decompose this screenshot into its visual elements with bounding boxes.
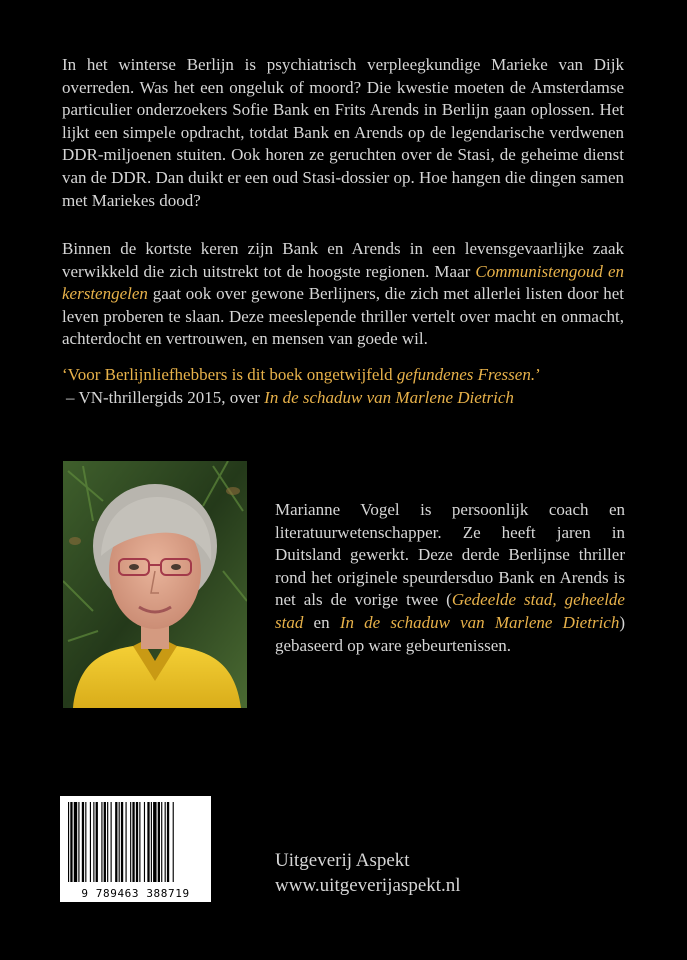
- blurb-paragraph-1: [62, 54, 624, 212]
- barcode-bar: [78, 802, 79, 882]
- barcode-bar: [173, 802, 174, 882]
- blurb-paragraph-1-text: In het winterse Berlijn is psychiatrisch verpleegkundige Marieke van Dijk overreden. Was het een ongeluk of moord? Die kwestie moeten de Amsterdamse particulier onderzoekers Sofie Bank en Frits Arends in Berlijn gaan oplossen. Het lijkt een simpele opdracht, totdat Bank en Arends op de legendarische verdwenen DDR-miljoenen stuiten. Ook horen ze geruchten over de Stasi, de geheime dienst van de DDR. Dan duikt er een oud Stasi-dossier op. Hoe hangen die dingen samen met Mariekes dood?: [62, 55, 624, 210]
- author-bio-text-a: Marianne Vogel is persoonlijk coach en literatuurwetenschapper. Ze heeft jaren in Duitsland gewerkt. Deze derde Berlijnse thriller rond het originele speurdersduo Bank en Arends is net als de vorige twee (: [275, 500, 625, 610]
- barcode-bar: [70, 802, 72, 882]
- barcode-bar: [132, 802, 134, 882]
- barcode-bar: [101, 802, 102, 882]
- blurb-paragraph-2-text-b: gaat ook over gewone Berlijners, die zich met allerlei listen door het leven proberen te slaan. Deze meeslepende thriller vertelt over macht en onmacht, achterdocht en vertrouwen, en mensen van goede wil.: [62, 284, 624, 349]
- barcode-bar: [82, 802, 84, 882]
- review-source-prefix: – VN-thrillergids 2015, over: [66, 387, 265, 407]
- author-bio-title-1: Gedeelde stad, geheelde stad: [275, 590, 625, 632]
- barcode-bar: [115, 802, 117, 882]
- barcode-bar: [68, 802, 69, 882]
- barcode-bar: [165, 802, 166, 882]
- publisher-info: [275, 848, 461, 898]
- author-photo: [63, 461, 247, 708]
- author-bio: [275, 499, 625, 657]
- barcode-bar: [104, 802, 106, 882]
- barcode-bar: [107, 802, 108, 882]
- isbn-barcode-digits: 9 789463 388719: [81, 887, 190, 900]
- publisher-name: Uitgeverij Aspekt: [275, 850, 410, 871]
- barcode-bar: [144, 802, 145, 882]
- review-quote-line: [62, 364, 632, 387]
- isbn-barcode: [60, 796, 211, 902]
- barcode-bar: [90, 802, 91, 882]
- review-quote-text: ‘Voor Berlijnliefhebbers is dit boek ongetwijfeld: [62, 365, 397, 384]
- barcode-bar: [153, 802, 156, 882]
- barcode-bar: [139, 802, 140, 882]
- author-bio-text-c: ) gebaseerd op ware gebeurtenissen.: [275, 612, 626, 655]
- barcode-bar: [85, 802, 86, 882]
- barcode-bar: [74, 802, 77, 882]
- review-quote-close: ’: [535, 365, 541, 384]
- review-source-line: [62, 387, 632, 410]
- author-bio-title-2: In de schaduw van Marlene Dietrich: [339, 612, 620, 632]
- blurb-paragraph-2: [62, 238, 624, 351]
- barcode-bar: [119, 802, 120, 882]
- barcode-bar: [121, 802, 123, 882]
- book-title-highlight: Communistengoud en kerstengelen: [62, 261, 624, 304]
- barcode-bar: [96, 802, 98, 882]
- author-bio-text-b: en: [303, 612, 340, 632]
- review-quote-italic: gefundenes Fressen.: [396, 365, 536, 384]
- blurb-paragraph-2-text-a: Binnen de kortste keren zijn Bank en Arends in een levensgevaarlijke zaak verwikkeld die zich uitstrekt tot de hoogste regionen. Maar: [62, 239, 624, 281]
- author-portrait-illustration: [63, 461, 247, 708]
- publisher-url: www.uitgeverijaspekt.nl: [275, 875, 461, 896]
- barcode-bar: [151, 802, 152, 882]
- barcode-bar: [167, 802, 169, 882]
- barcode-bar: [130, 802, 131, 882]
- barcode-bar: [136, 802, 138, 882]
- barcode-bar: [147, 802, 149, 882]
- review-quote: [62, 364, 632, 409]
- barcode-bar: [93, 802, 94, 882]
- barcode-bar: [111, 802, 112, 882]
- review-source-title: In de schaduw van Marlene Dietrich: [264, 387, 514, 407]
- barcode-bar: [158, 802, 160, 882]
- barcode-bar: [126, 802, 127, 882]
- barcode-bar: [161, 802, 162, 882]
